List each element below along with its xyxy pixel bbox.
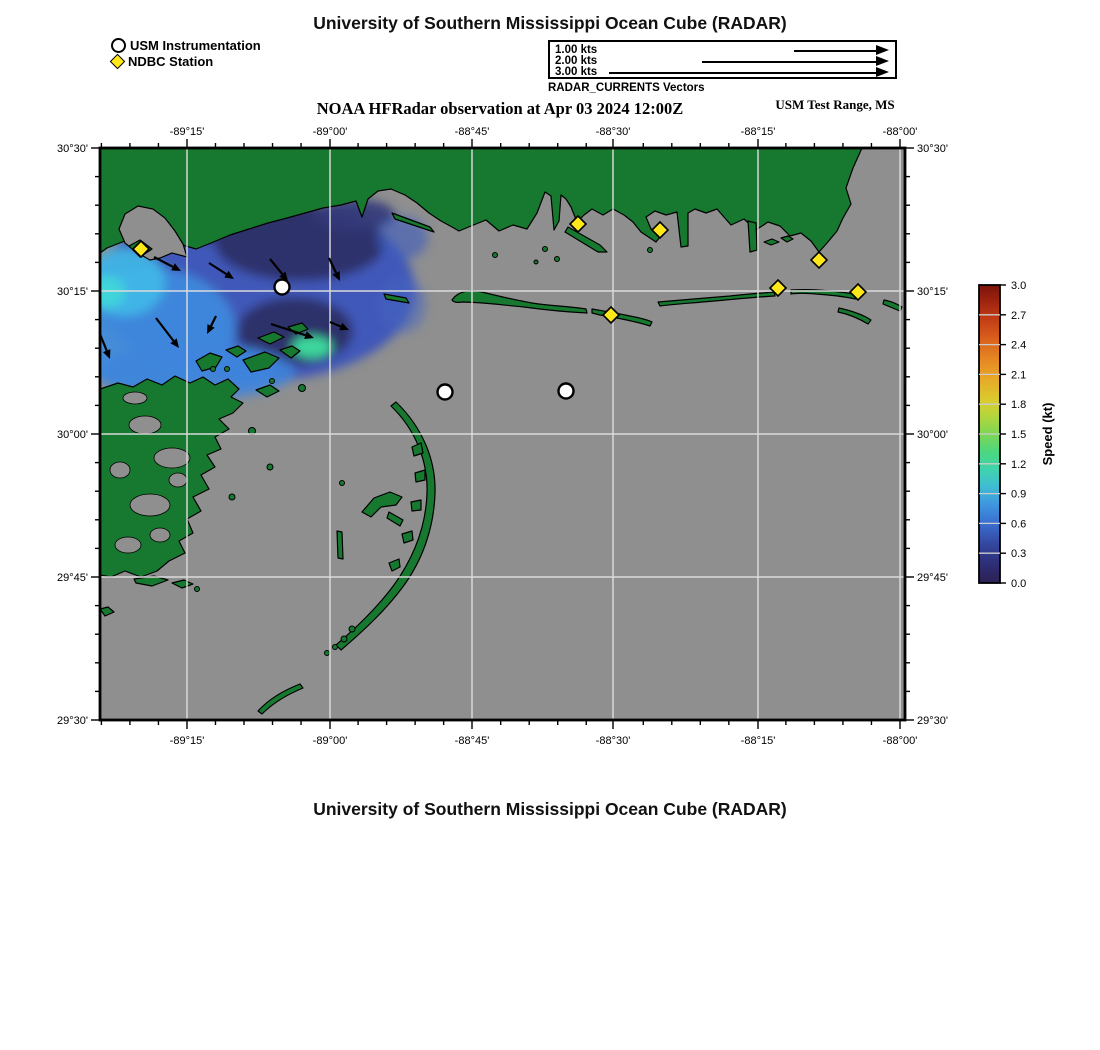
lat-tick-label: 30°00' <box>917 429 948 441</box>
lat-tick-label: 30°15' <box>57 286 88 298</box>
colorbar-tick-label: 1.8 <box>1011 399 1027 412</box>
marker-legend <box>111 37 261 69</box>
lat-tick-label: 30°00' <box>57 429 88 441</box>
lat-tick-label: 29°30' <box>57 715 88 727</box>
vector-scale-row <box>550 56 895 67</box>
vector-arrowhead-icon <box>876 56 889 66</box>
colorbar-tick-label: 2.7 <box>1011 309 1027 322</box>
vector-scale-label: 1.00 kts <box>555 44 598 56</box>
page-title: University of Southern Mississippi Ocean Cube (RADAR) <box>313 13 787 33</box>
lat-tick-label: 30°30' <box>57 143 88 155</box>
colorbar-axis-label: Speed (kt) <box>1040 402 1055 466</box>
lat-tick-label: 29°45' <box>917 572 948 584</box>
usm-station-marker <box>559 384 574 399</box>
lat-tick-label: 29°45' <box>57 572 88 584</box>
legend-item-ndbc <box>111 53 261 69</box>
colorbar-tick-label: 0.3 <box>1011 548 1027 561</box>
lon-tick-label: -88°15' <box>740 735 776 747</box>
colorbar-tick-label: 2.4 <box>1011 339 1027 352</box>
lon-tick-label: -88°30' <box>595 735 631 747</box>
colorbar-tick-label: 2.1 <box>1011 369 1027 382</box>
vector-arrowhead-icon <box>876 45 889 55</box>
colorbar-tick-label: 0.9 <box>1011 488 1027 501</box>
vector-scale-line <box>794 50 877 52</box>
lon-tick-label: -89°15' <box>169 735 205 747</box>
vector-scale-row <box>550 45 895 56</box>
vector-scale-line <box>702 61 877 63</box>
region-label: USM Test Range, MS <box>775 97 895 112</box>
lon-tick-label: -88°00' <box>882 735 918 747</box>
bottom-title: University of Southern Mississippi Ocean Cube (RADAR) <box>313 799 787 819</box>
legend-item-usm <box>111 37 261 53</box>
vector-scale-box <box>548 40 897 79</box>
colorbar-tick-label: 0.6 <box>1011 518 1027 531</box>
colorbar-tick-label: 1.2 <box>1011 458 1027 471</box>
lat-tick-label: 30°30' <box>917 143 948 155</box>
colorbar-tick-label: 3.0 <box>1011 280 1027 292</box>
vector-scale-label: 2.00 kts <box>555 55 598 68</box>
lon-tick-label: -89°15' <box>169 126 205 138</box>
ndbc-station-icon <box>110 53 126 69</box>
lon-tick-label: -88°30' <box>595 126 631 138</box>
vector-scale-label: 3.00 kts <box>555 66 598 79</box>
vector-scale-row <box>550 67 895 78</box>
lon-tick-label: -88°45' <box>454 735 490 747</box>
observation-subtitle: NOAA HFRadar observation at Apr 03 2024 12:00Z <box>316 99 684 118</box>
lon-tick-label: -88°00' <box>882 126 918 138</box>
usm-instrumentation-icon <box>111 38 126 53</box>
legend-label: NDBC Station <box>128 53 214 69</box>
lat-tick-label: 29°30' <box>917 715 948 727</box>
usm-station-marker <box>275 280 290 295</box>
lat-tick-label: 30°15' <box>917 286 948 298</box>
vector-scale-line <box>609 72 877 74</box>
vector-arrowhead-icon <box>876 67 889 77</box>
colorbar <box>979 280 1055 590</box>
lon-tick-label: -89°00' <box>312 126 348 138</box>
usm-station-marker <box>438 385 453 400</box>
vector-scale-caption: RADAR_CURRENTS Vectors <box>548 82 705 94</box>
lon-tick-label: -88°15' <box>740 126 776 138</box>
lon-tick-label: -88°45' <box>454 126 490 138</box>
colorbar-tick-label: 1.5 <box>1011 429 1027 441</box>
lon-tick-label: -89°00' <box>312 735 348 747</box>
colorbar-tick-label: 0.0 <box>1011 578 1027 590</box>
legend-label: USM Instrumentation <box>130 37 261 53</box>
